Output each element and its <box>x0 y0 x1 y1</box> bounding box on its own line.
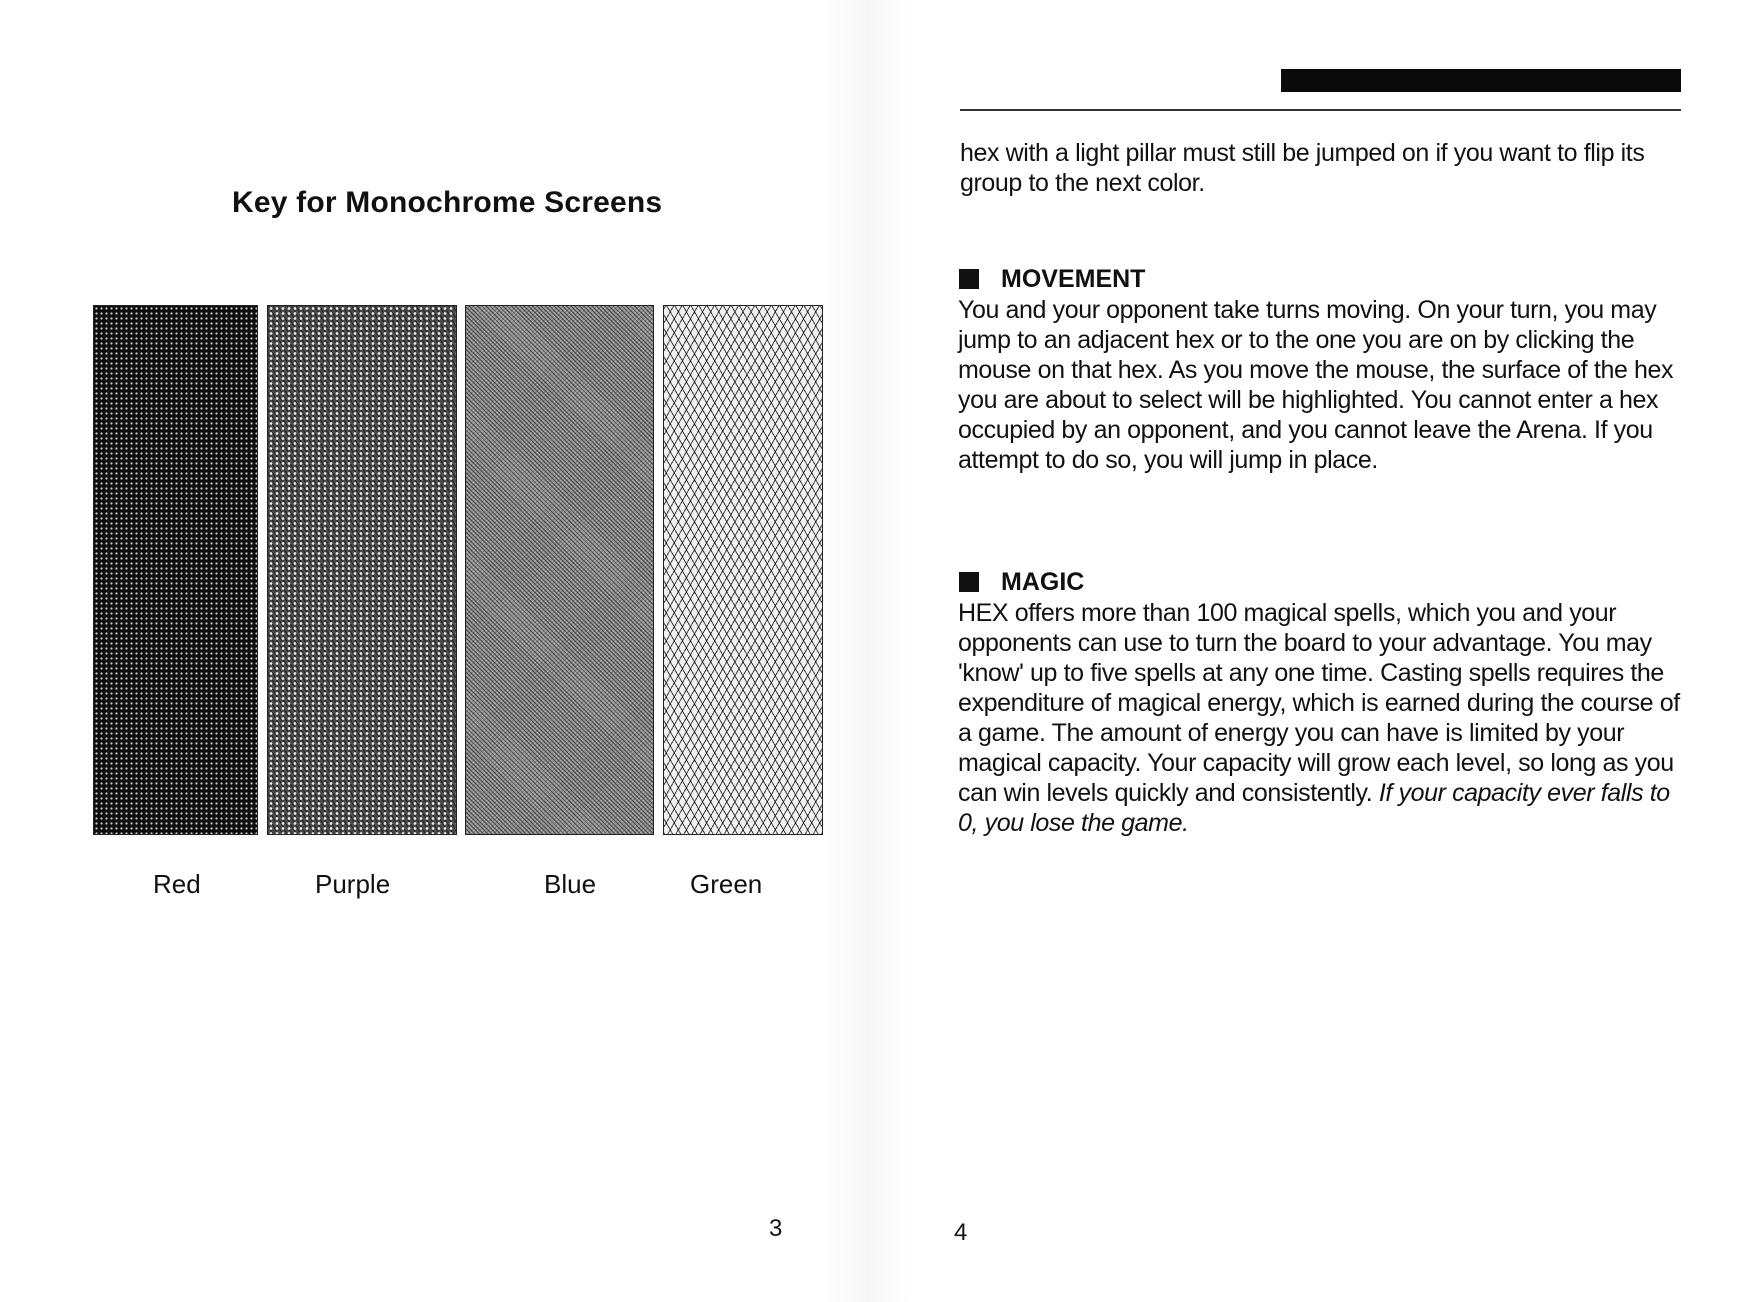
magic-heading-text: MAGIC <box>1001 568 1085 596</box>
swatch-purple-pattern <box>267 305 457 835</box>
movement-body: You and your opponent take turns moving. On your turn, you may jump to an adjacent hex or to the one you are on by clicking the mouse on that hex. As you move the mouse, the surface of the hex you are about to select will be highlighted. You cannot enter a hex occupied by an opponent, and you cannot leave the Arena. If you attempt to do so, you will jump in place. <box>958 296 1674 474</box>
right-page <box>870 0 1760 1302</box>
swatch-label-red: Red <box>153 869 201 899</box>
magic-body-italic: If your capacity ever falls to 0, you lose the game. <box>958 779 1670 837</box>
swatch-green-pattern <box>663 305 823 835</box>
left-page <box>0 0 870 1302</box>
swatch-label-blue: Blue <box>544 869 597 899</box>
magic-body-text: HEX offers more than 100 magical spells, which you and your opponents can use to turn the board to your advantage. You may 'know' up to five spells at any one time. Casting spells requires the expenditure of magical energy, which is earned during the course of a game. The amount of energy you can have is limited by your magical capacity. Your capacity will grow each level, so long as you can win levels quickly and consistently. <box>958 599 1680 807</box>
movement-section <box>958 262 1688 475</box>
key-title: Key for Monochrome Screens <box>232 186 663 219</box>
magic-heading <box>958 565 1688 599</box>
square-bullet-icon <box>959 269 979 289</box>
header-bar <box>1281 69 1681 92</box>
continued-paragraph: hex with a light pillar must still be jumped on if you want to flip its group to the next color. <box>960 139 1645 197</box>
square-bullet-icon <box>959 572 979 592</box>
movement-heading-text: MOVEMENT <box>1001 265 1146 293</box>
header-rule <box>960 109 1681 111</box>
page-number-right: 4 <box>954 1219 968 1246</box>
swatch-red-pattern <box>93 305 258 835</box>
swatch-label-green: Green <box>690 869 763 899</box>
magic-body <box>958 598 1688 838</box>
swatch-blue-pattern <box>465 305 654 835</box>
movement-heading <box>958 262 1688 296</box>
swatch-label-purple: Purple <box>315 869 391 899</box>
magic-section <box>958 565 1688 838</box>
page-number-left: 3 <box>769 1215 783 1242</box>
